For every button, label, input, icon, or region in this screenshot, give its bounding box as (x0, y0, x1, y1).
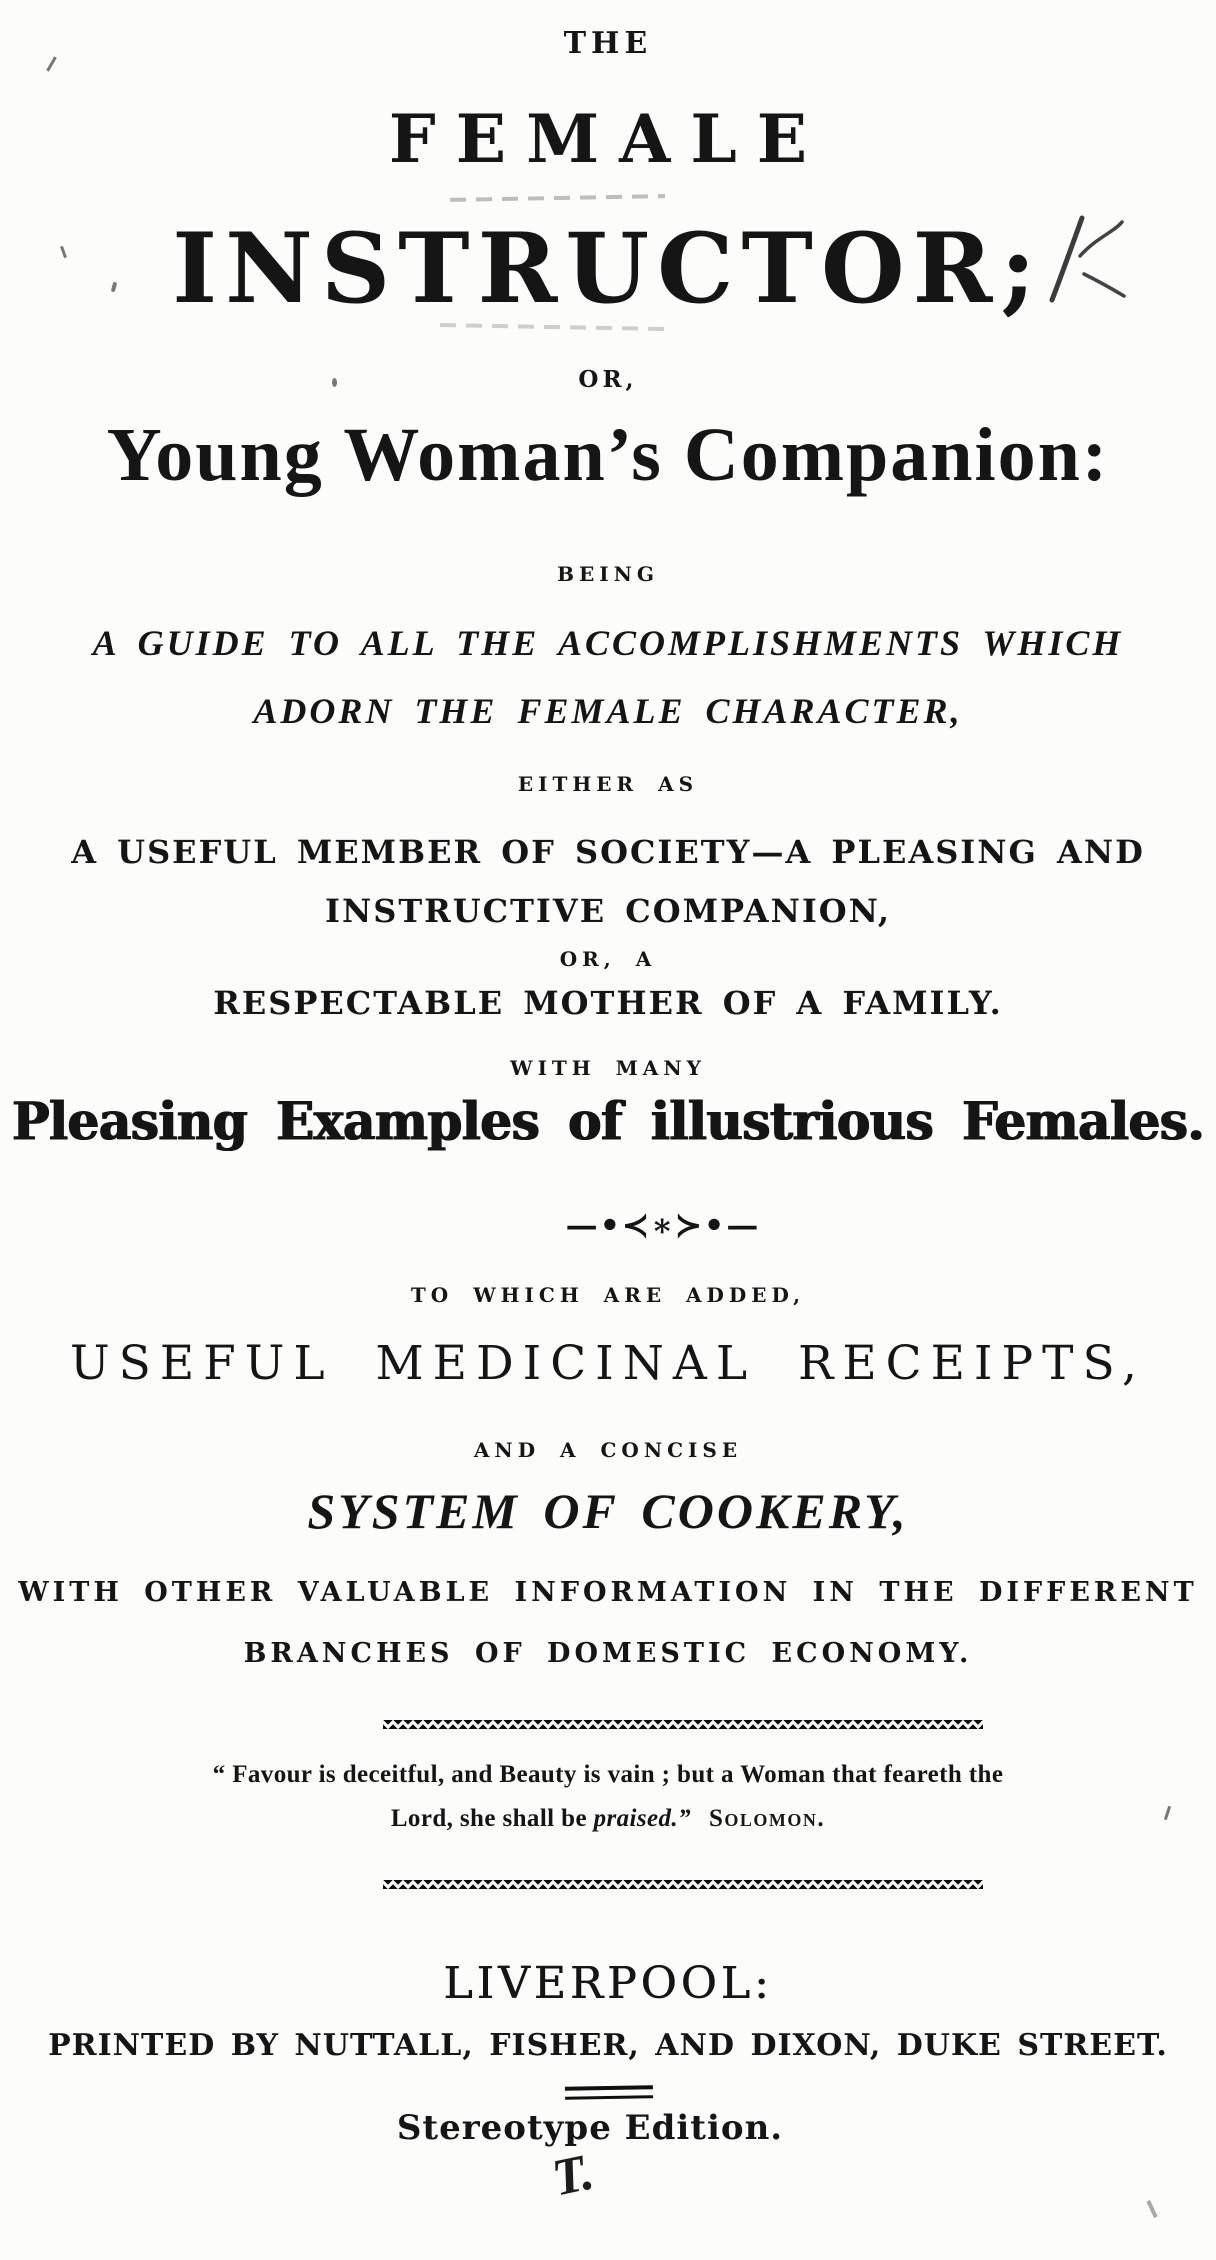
pen-mark (1022, 182, 1152, 312)
to-which-added-label: TO WHICH ARE ADDED, (410, 1283, 806, 1307)
wavy-rule-top (383, 1720, 983, 1729)
quote-line2-text: Lord, she shall be (390, 1805, 594, 1832)
series-label: THE (563, 26, 653, 61)
subtitle: Young Woman’s Companion: (106, 413, 1110, 497)
imprint-printer: PRINTED BY NUTTALL, FISHER, AND DIXON, DUKE STREET. (48, 2028, 1168, 2063)
double-rule (565, 2085, 653, 2100)
edition-line: Stereotype Edition. (396, 2108, 784, 2148)
book-title-line1: FEMALE (388, 100, 828, 178)
roles-line3: RESPECTABLE MOTHER OF A FAMILY. (213, 984, 1003, 1022)
info-line1: WITH OTHER VALUABLE INFORMATION IN THE DIFFERENT (18, 1577, 1198, 1608)
printers-ornament: —•≺∗≻•— (565, 1206, 761, 1244)
either-as-label: EITHER AS (517, 772, 699, 796)
roles-line2: INSTRUCTIVE COMPANION, (324, 892, 891, 930)
cookery-line: SYSTEM OF COOKERY, (307, 1483, 909, 1539)
with-many-label: WITH MANY (510, 1056, 706, 1080)
info-line2: BRANCHES OF DOMESTIC ECONOMY. (243, 1638, 973, 1669)
or-label: OR, (578, 366, 638, 393)
roles-line1: A USEFUL MEMBER OF SOCIETY—A PLEASING AND (71, 833, 1145, 871)
scan-speck (1146, 2200, 1157, 2218)
blackletter-line: Pleasing Examples of illustrious Females. (11, 1090, 1205, 1153)
or-a-label: OR, A (559, 947, 657, 971)
quote-line1: “ Favour is deceitful, and Beauty is vain ; but a Woman that feareth the (212, 1761, 1004, 1788)
imprint-city: LIVERPOOL: (443, 1958, 773, 2009)
book-title-line2: INSTRUCTOR; (172, 212, 1044, 325)
handwritten-inscription: T. (547, 2143, 599, 2208)
scan-smudge (450, 194, 665, 202)
being-label: BEING (557, 562, 659, 586)
quote-attribution: Solomon. (708, 1805, 826, 1832)
quote-praised-italic: praised.” (593, 1805, 691, 1832)
guide-line1: A GUIDE TO ALL THE ACCOMPLISHMENTS WHICH (92, 623, 1124, 663)
quote-line2 (0, 1805, 1216, 1833)
wavy-rule-bottom (383, 1880, 983, 1889)
guide-line2: ADORN THE FEMALE CHARACTER, (253, 691, 963, 731)
concise-label: AND A CONCISE (473, 1438, 743, 1462)
scan-speck (332, 378, 337, 387)
receipts-line: USEFUL MEDICINAL RECEIPTS, (70, 1336, 1146, 1391)
